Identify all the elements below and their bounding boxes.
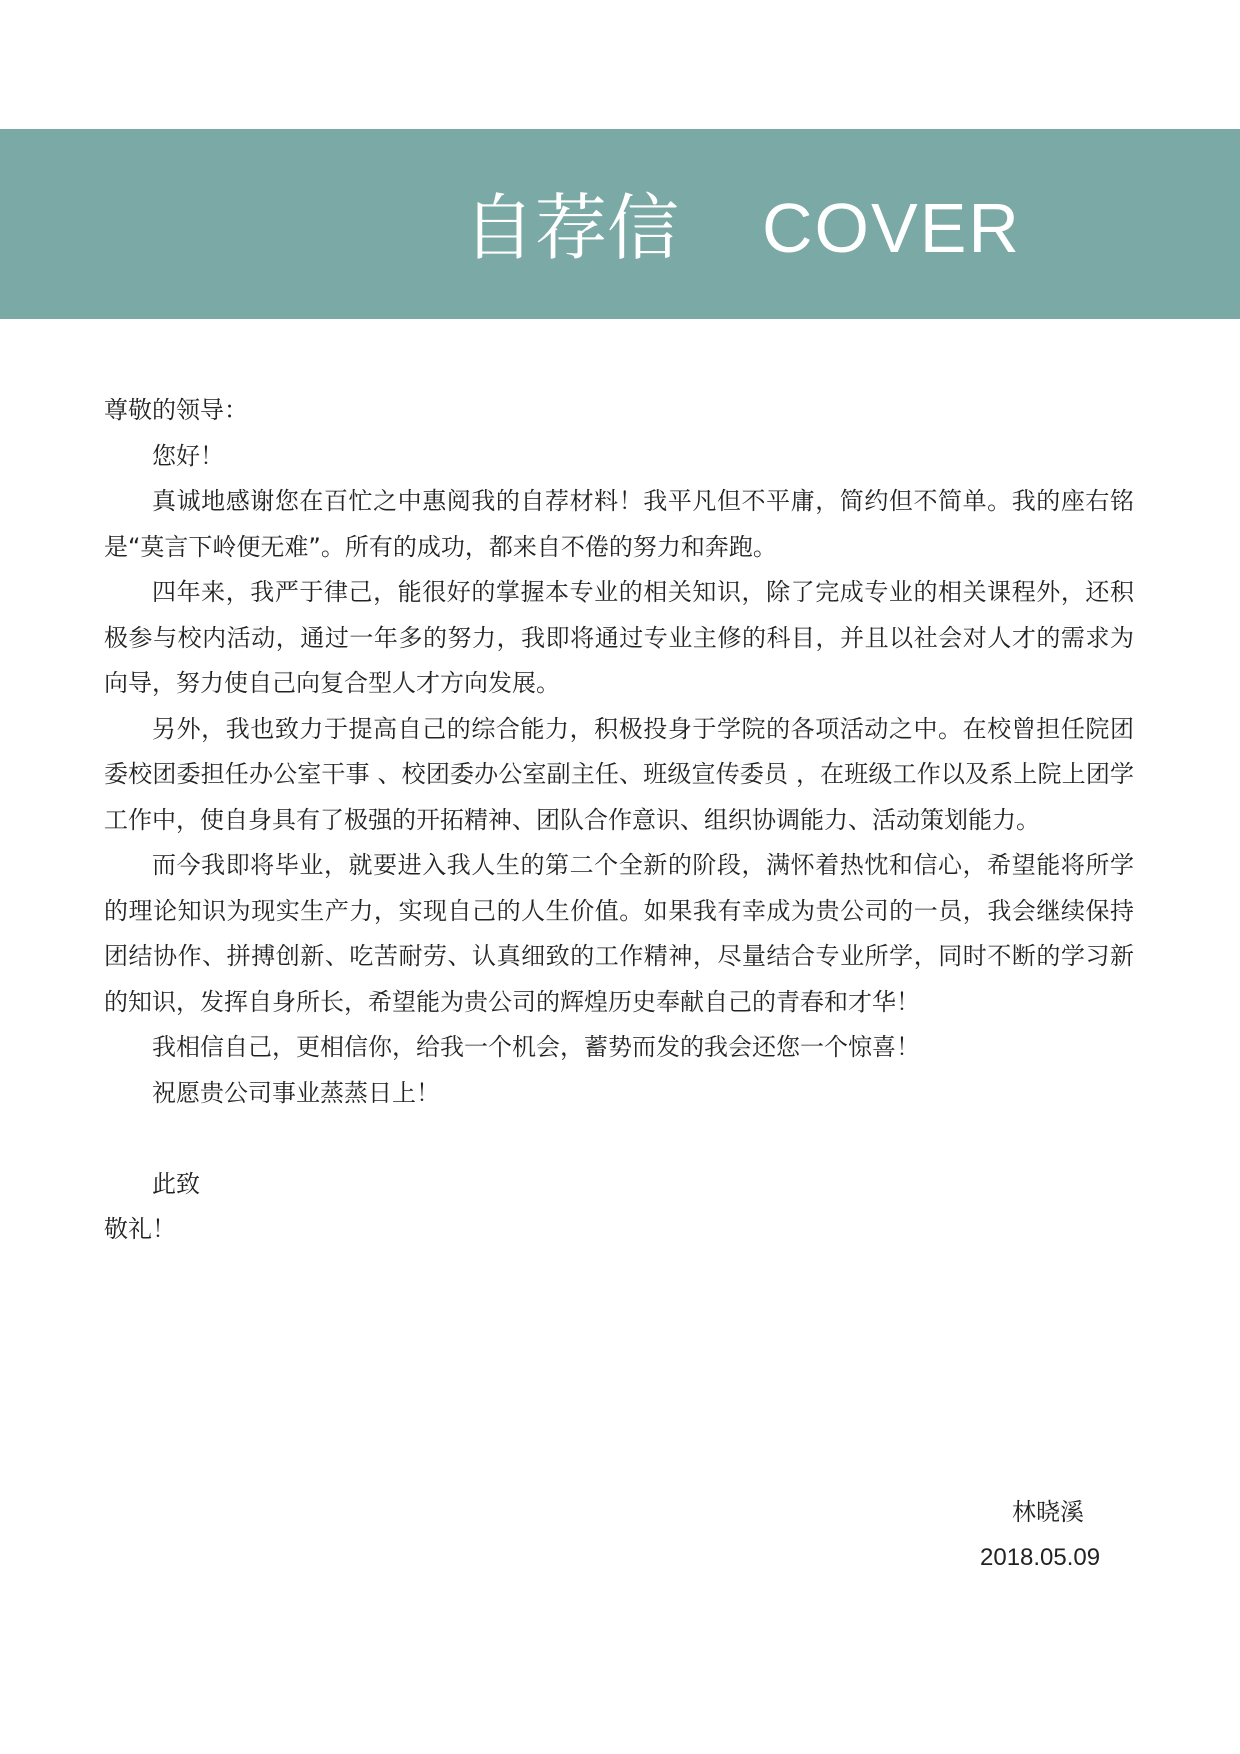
letter-regards: 敬礼！: [104, 1215, 176, 1243]
signature-date: 2018.05.09: [980, 1544, 1101, 1571]
letter-paragraph: 四年来，我严于律己，能很好的掌握本专业的相关知识，除了完成专业的相关课程外，还积极参与校内活动，通过一年多的努力，我即将通过专业主修的科目，并且以社会对人才的需求为向导，努力使自己向复合型人才方向发展。: [104, 578, 1134, 697]
letter-salutation: 尊敬的领导：: [104, 396, 248, 424]
letter-paragraph: 而今我即将毕业，就要进入我人生的第二个全新的阶段，满怀着热忱和信心，希望能将所学的理论知识为现实生产力，实现自己的人生价值。如果我有幸成为贵公司的一员，我会继续保持团结协作、拼搏创新、吃苦耐劳、认真细致的工作精神，尽量结合专业所学，同时不断的学习新的知识，发挥自身所长，希望能为贵公司的辉煌历史奉献自己的青春和才华！: [104, 851, 1134, 1016]
letter-closing: 此致: [152, 1169, 200, 1198]
signature-block: [980, 1490, 1140, 1580]
signature-name: 林晓溪: [1012, 1498, 1084, 1526]
letter-greeting: 您好！: [152, 441, 224, 470]
letter-paragraph: 另外，我也致力于提高自己的综合能力，积极投身于学院的各项活动之中。在校曾担任院团委校团委担任办公室干事 、校团委办公室副主任、班级宣传委员 ，在班级工作以及系上院上团学工作中，使自身具有了极强的开拓精神、团队合作意识、组织协调能力、活动策划能力。: [104, 714, 1134, 834]
letter-paragraph: 真诚地感谢您在百忙之中惠阅我的自荐材料！我平凡但不平庸，简约但不简单。我的座右铭是“莫言下岭便无难”。所有的成功，都来自不倦的努力和奔跑。: [104, 487, 1134, 561]
spacer: [104, 1116, 1134, 1162]
letter-paragraph: 祝愿贵公司事业蒸蒸日上！: [152, 1078, 440, 1107]
letter-body: [104, 388, 1134, 1253]
page-title: 自荐信: [463, 186, 680, 270]
letter-paragraph: 我相信自己，更相信你，给我一个机会，蓄势而发的我会还您一个惊喜！: [152, 1033, 920, 1061]
page-subtitle: COVER: [762, 189, 1021, 267]
